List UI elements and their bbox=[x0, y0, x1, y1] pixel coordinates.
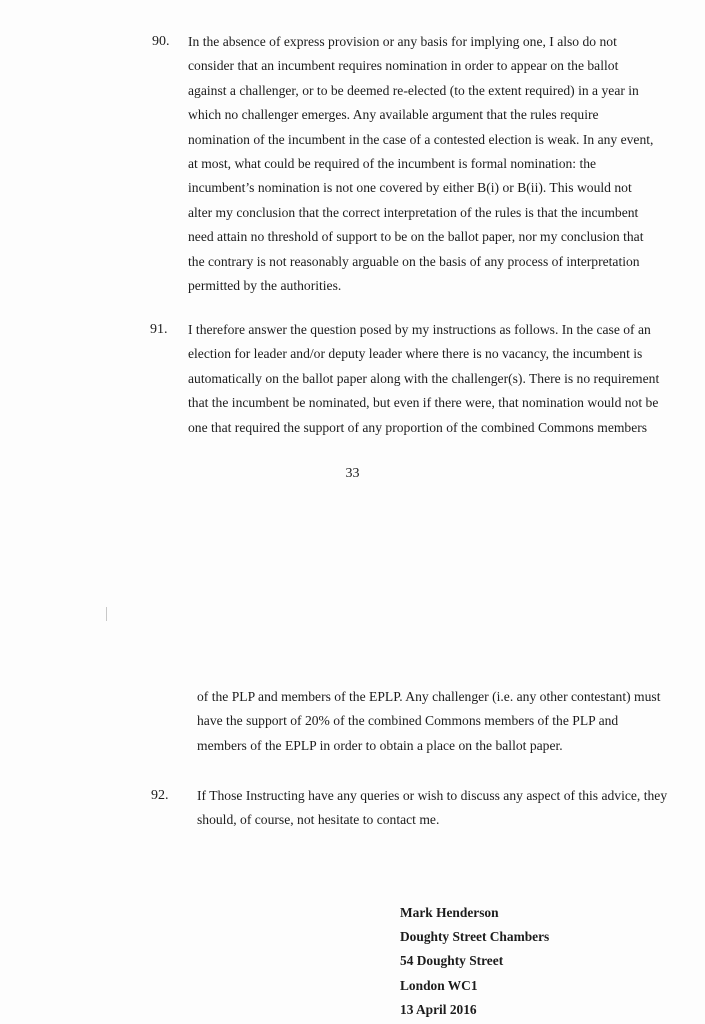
author-name: Mark Henderson bbox=[400, 905, 499, 920]
paragraph-line: which no challenger emerges. Any available argument that the rules require bbox=[188, 107, 599, 123]
paragraph-number: 92. bbox=[151, 788, 169, 803]
paragraph-line: If Those Instructing have any queries or wish to discuss any aspect of this advice, they bbox=[197, 788, 668, 803]
paragraph-line: the contrary is not reasonably arguable on the basis of any process of interpretation bbox=[188, 253, 640, 269]
paragraph-line: permitted by the authorities. bbox=[188, 278, 342, 294]
city-postcode: London WC1 bbox=[400, 977, 478, 993]
paragraph-number: 90. bbox=[152, 34, 170, 49]
paragraph-line: have the support of 20% of the combined Commons members of the PLP and bbox=[197, 713, 619, 729]
chambers-name: Doughty Street Chambers bbox=[400, 929, 550, 945]
paragraph-92 bbox=[197, 784, 667, 833]
paragraph-91 bbox=[188, 318, 658, 440]
paragraph-line: In the absence of express provision or any basis for implying one, I also do not bbox=[188, 34, 617, 49]
paragraph-line: need attain no threshold of support to be on the ballot paper, nor my conclusion that bbox=[188, 229, 644, 245]
paragraph-line: automatically on the ballot paper along with the challenger(s). There is no requirement bbox=[188, 370, 660, 386]
page-number: 33 bbox=[345, 466, 360, 481]
paragraph-line: members of the EPLP in order to obtain a place on the ballot paper. bbox=[197, 737, 563, 753]
paragraph-line: that the incumbent be nominated, but even if there were, that nomination would not be bbox=[188, 395, 659, 411]
paragraph-number: 91. bbox=[150, 322, 168, 337]
paragraph-line: consider that an incumbent requires nomination in order to appear on the ballot bbox=[188, 58, 619, 74]
paragraph-line: incumbent’s nomination is not one covered by either B(i) or B(ii). This would not bbox=[188, 180, 632, 196]
paragraph-line: nomination of the incumbent in the case of a contested election is weak. In any event, bbox=[188, 131, 654, 147]
paragraph-line: election for leader and/or deputy leader where there is no vacancy, the incumbent is bbox=[188, 346, 643, 362]
paragraph-line: at most, what could be required of the incumbent is formal nomination: the bbox=[188, 156, 597, 172]
signature-block bbox=[400, 901, 549, 1022]
paragraph-line: alter my conclusion that the correct interpretation of the rules is that the incumbent bbox=[188, 204, 639, 220]
paragraph-line: I therefore answer the question posed by my instructions as follows. In the case of an bbox=[188, 322, 651, 337]
paragraph-line: one that required the support of any proportion of the combined Commons members bbox=[188, 419, 648, 435]
paragraph-90 bbox=[188, 30, 658, 298]
paragraph-line: of the PLP and members of the EPLP. Any challenger (i.e. any other contestant) must bbox=[197, 689, 661, 704]
signature-date: 13 April 2016 bbox=[400, 1001, 477, 1017]
paragraph-line: should, of course, not hesitate to contact me. bbox=[197, 812, 440, 828]
street-address: 54 Doughty Street bbox=[400, 953, 504, 969]
scan-artifact bbox=[106, 607, 107, 621]
paragraph-91-continued bbox=[197, 685, 667, 758]
paragraph-line: against a challenger, or to be deemed re-elected (to the extent required) in a year in bbox=[188, 82, 639, 98]
